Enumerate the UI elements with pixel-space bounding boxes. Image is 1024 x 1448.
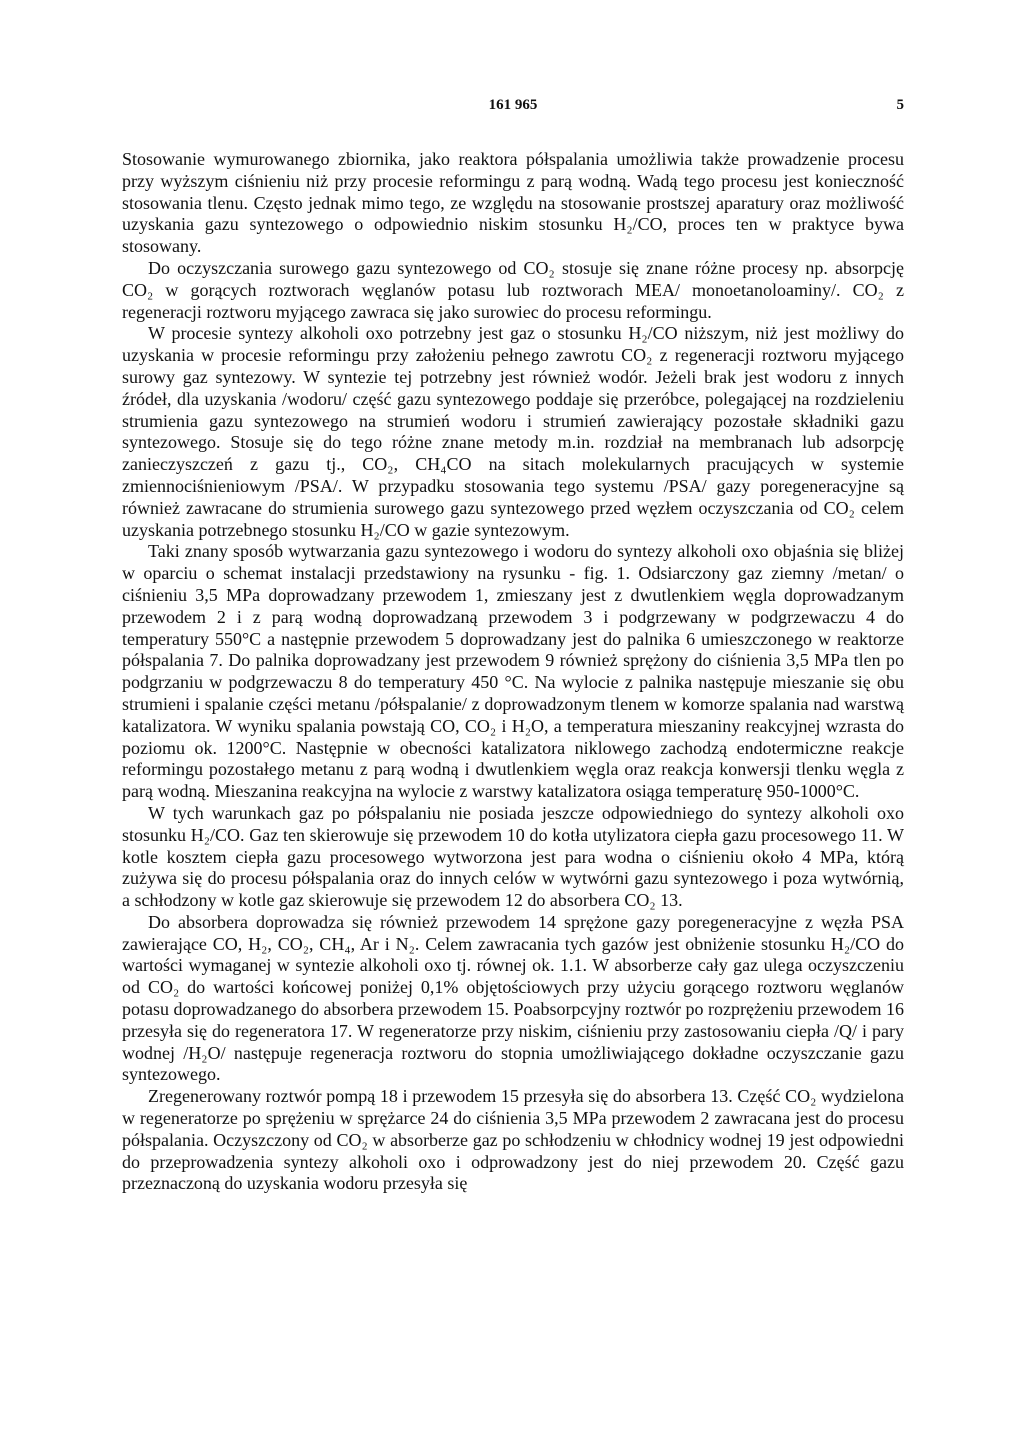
paragraph-5: W tych warunkach gaz po półspalaniu nie posiada jeszcze odpowiedniego do syntezy alkoholi oxo stosunku H₂/CO. Gaz ten skierowuje się przewodem 10 do kotła utylizatora ciepła gazu procesowego 11. W kotle kosztem ciepła gazu procesowego wytworzona jest para wodna o ciśnieniu około 4 MPa, którą zużywa się do procesu półspalania oraz do innych celów w wytwórni gazu syntezowego i poza wytwórnią, a schłodzony w kotle gaz skierowuje się przewodem 12 do absorbera CO₂ 13.	[122, 802, 904, 911]
page-header	[122, 97, 904, 119]
paragraph-4: Taki znany sposób wytwarzania gazu syntezowego i wodoru do syntezy alkoholi oxo objaśnia się bliżej w oparciu o schemat instalacji przedstawiony na rysunku - fig. 1. Odsiarczony gaz ziemny /metan/ o ciśnieniu 3,5 MPa doprowadzany przewodem 1, zmieszany jest z dwutlenkiem węgla doprowadzanym przewodem 2 i z parą wodną doprowadzaną przewodem 3 i podgrzewany w podgrzewaczu 4 do temperatury 550°C a następnie przewodem 5 doprowadzany jest do palnika 6 umieszczonego w reaktorze półspalania 7. Do palnika doprowadzany jest przewodem 9 również sprężony do ciśnienia 3,5 MPa tlen po podgrzaniu w podgrzewaczu 8 do temperatury 450 °C. Na wylocie z palnika następuje mieszanie się obu strumieni i spalanie części metanu /półspalanie/ z doprowadzonym tlenem w komorze spalania nad warstwą katalizatora. W wyniku spalania powstają CO, CO₂ i H₂O, a temperatura mieszaniny reakcyjnej wzrasta do poziomu ok. 1200°C. Następnie w obecności katalizatora niklowego zachodzą endotermiczne reakcje reformingu pozostałego metanu z parą wodną i dwutlenkiem węgla oraz reakcja konwersji tlenku węgla z parą wodną. Mieszanina reakcyjna na wylocie z warstwy katalizatora osiąga temperaturę 950-1000°C.	[122, 541, 904, 802]
paragraph-6: Do absorbera doprowadza się również przewodem 14 sprężone gazy poregeneracyjne z węzła PSA zawierające CO, H₂, CO₂, CH₄, Ar i N₂. Celem zawracania tych gazów jest obniżenie stosunku H₂/CO do wartości wymaganej w syntezie alkoholi oxo tj. równej ok. 1.1. W absorberze cały gaz ulega oczyszczeniu od CO₂ do wartości końcowej poniżej 0,1% objętościowych przy użyciu gorącego roztworu węglanów potasu doprowadzanego do absorbera przewodem 15. Poabsorpcyjny roztwór po rozprężeniu przewodem 16 przesyła się do regeneratora 17. W regeneratorze przy niskim, ciśnieniu przy zastosowaniu ciepła /Q/ i pary wodnej /H₂O/ następuje regeneracja roztworu do stopnia umożliwiającego dokładne oczyszczanie gazu syntezowego.	[122, 911, 904, 1085]
body-text	[122, 149, 904, 1195]
paragraph-2: Do oczyszczania surowego gazu syntezowego od CO₂ stosuje się znane różne procesy np. absorpcję CO₂ w gorących roztworach węglanów potasu lub roztworach MEA/ monoetanoloaminy/. CO₂ z regeneracji roztworu myjącego zawraca się jako surowiec do procesu reformingu.	[122, 257, 904, 322]
page-number: 5	[896, 97, 904, 113]
document-number: 161 965	[488, 97, 538, 113]
paragraph-1: Stosowanie wymurowanego zbiornika, jako reaktora półspalania umożliwia także prowadzenie procesu przy wyższym ciśnieniu niż przy procesie reformingu z parą wodną. Wadą tego procesu jest konieczność stosowania tlenu. Często jednak mimo tego, ze względu na stosowanie prostszej aparatury oraz możliwość uzyskania gazu syntezowego o odpowiednio niskim stosunku H₂/CO, proces ten w praktyce bywa stosowany.	[122, 149, 904, 257]
paragraph-3: W procesie syntezy alkoholi oxo potrzebny jest gaz o stosunku H₂/CO niższym, niż jest możliwy do uzyskania w procesie reformingu przy założeniu pełnego zawrotu CO₂ z regeneracji roztworu myjącego surowy gaz syntezowy. W syntezie tej potrzebny jest również wodór. Jeżeli brak jest wodoru z innych źródeł, dla uzyskania /wodoru/ część gazu syntezowego poddaje się przeróbce, polegającej na rozdzieleniu strumienia gazu syntezowego na strumień wodoru i strumień zawierający pozostałe składniki gazu syntezowego. Stosuje się do tego różne znane metody m.in. rozdział na membranach lub adsorpcję zanieczyszczeń z gazu tj., CO₂, CH₄CO na sitach molekularnych pracujących w systemie zmiennociśnieniowym /PSA/. W przypadku stosowania tego systemu /PSA/ gazy poregeneracyjne są również zawracane do strumienia surowego gazu syntezowego przed węzłem oczyszczania od CO₂ celem uzyskania potrzebnego stosunku H₂/CO w gazie syntezowym.	[122, 323, 904, 540]
paragraph-7: Zregenerowany roztwór pompą 18 i przewodem 15 przesyła się do absorbera 13. Część CO₂ wydzielona w regeneratorze po sprężeniu w sprężarce 24 do ciśnienia 3,5 MPa przewodem 2 zawracana jest do procesu półspalania. Oczyszczony od CO₂ w absorberze gaz po schłodzeniu w chłodnicy wodnej 19 jest odpowiedni do przeprowadzenia syntezy alkoholi oxo i odprowadzony jest do niej przewodem 20. Część gazu przeznaczoną do uzyskania wodoru przesyła się	[122, 1086, 904, 1194]
